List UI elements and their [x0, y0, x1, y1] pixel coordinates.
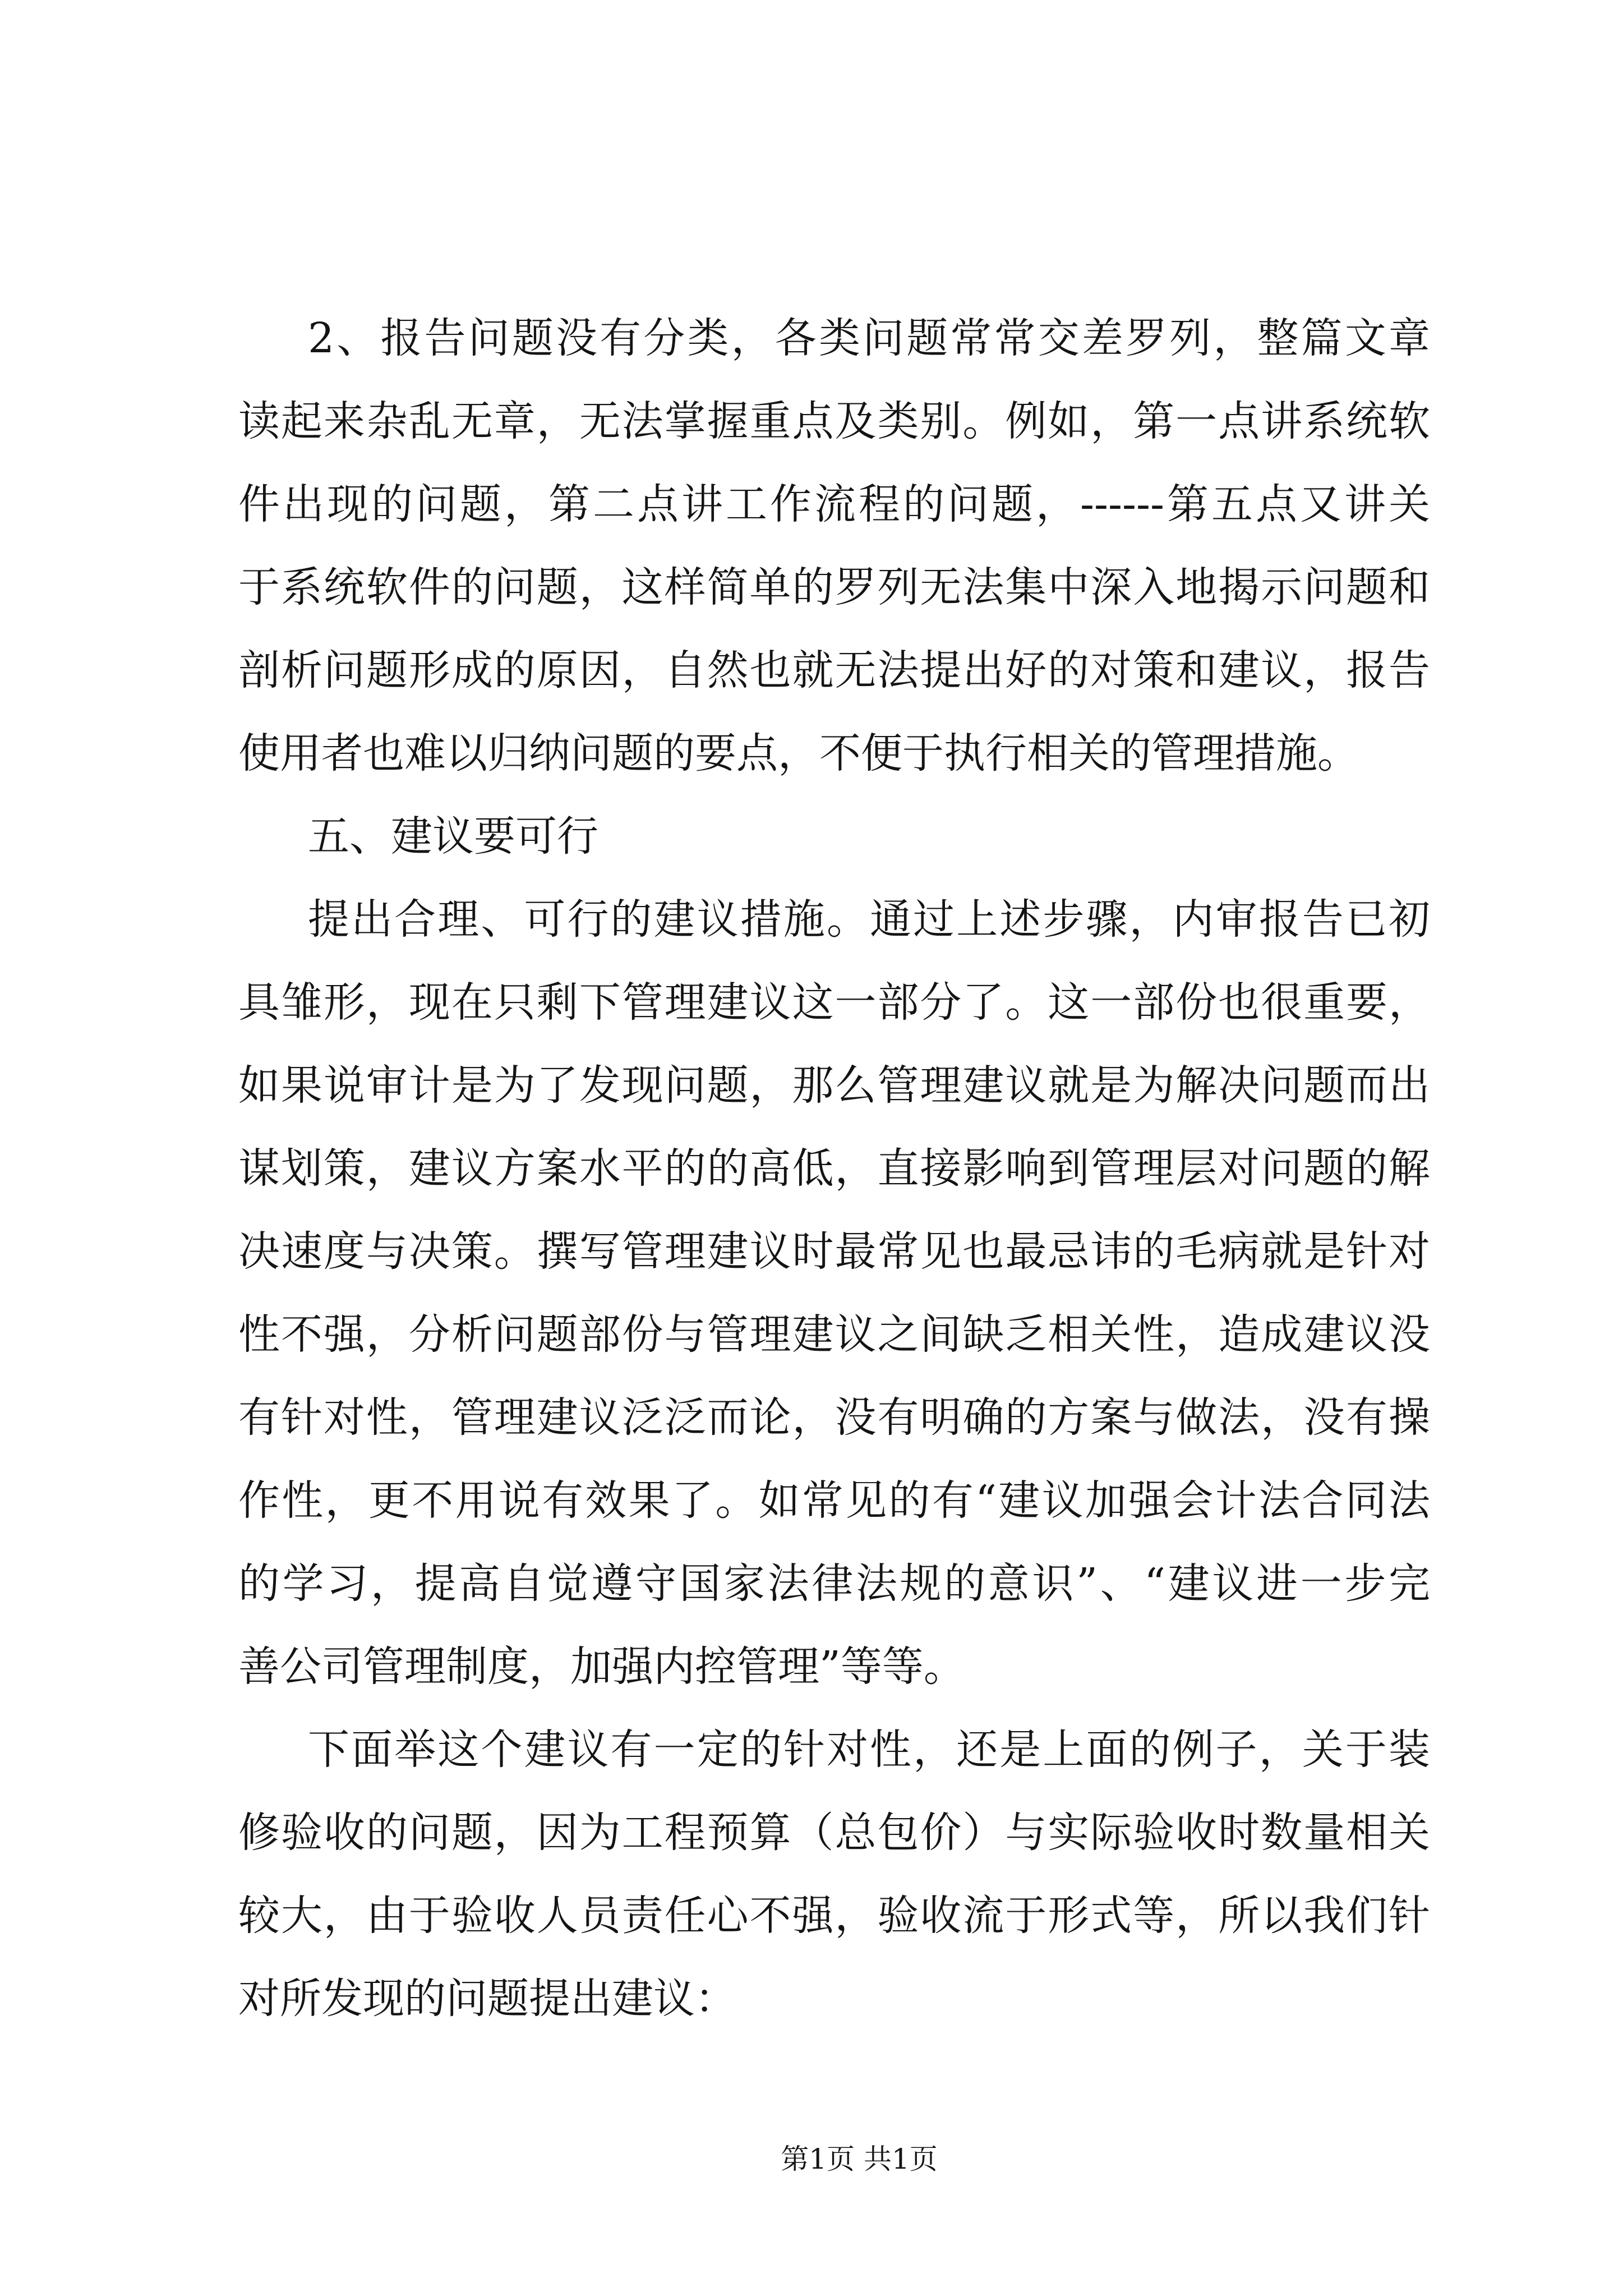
heading-line: 五、建议要可行 [308, 812, 598, 861]
text-line: 对所发现的问题提出建议： [238, 1975, 736, 2023]
text-line: 具雏形，现在只剩下管理建议这一部分了。这一部份也很重要， [238, 978, 1430, 1027]
text-line: 下面举这个建议有一定的针对性，还是上面的例子，关于装 [308, 1726, 1430, 1774]
text-line: 剖析问题形成的原因，自然也就无法提出好的对策和建议，报告 [238, 646, 1430, 694]
text-line: 使用者也难以归纳问题的要点，不便于执行相关的管理措施。 [238, 729, 1359, 777]
text-line: 读起来杂乱无章，无法掌握重点及类别。例如，第一点讲系统软 [238, 397, 1430, 445]
paragraph-report-issues [238, 297, 1430, 795]
text-line: 善公司管理制度，加强内控管理”等等。 [238, 1642, 965, 1691]
text-line: 有针对性，管理建议泛泛而论，没有明确的方案与做法，没有操 [238, 1393, 1430, 1442]
text-line: 作性，更不用说有效果了。如常见的有“建议加强会计法合同法 [238, 1476, 1430, 1525]
page-number-footer: 第1页 共1页 [781, 2143, 938, 2175]
text-line: 性不强，分析问题部份与管理建议之间缺乏相关性，造成建议没 [238, 1310, 1430, 1359]
text-line: 决速度与决策。撰写管理建议时最常见也最忌讳的毛病就是针对 [238, 1227, 1430, 1276]
text-line: 如果说审计是为了发现问题，那么管理建议就是为解决问题而出 [238, 1061, 1430, 1110]
section-heading [238, 795, 1430, 878]
paragraph-recommendations [238, 878, 1430, 1708]
text-line: 件出现的问题，第二点讲工作流程的问题，------第五点又讲关 [238, 480, 1430, 528]
text-line: 修验收的问题，因为工程预算（总包价）与实际验收时数量相关 [238, 1809, 1430, 1857]
text-line: 2、报告问题没有分类，各类问题常常交差罗列，整篇文章 [308, 314, 1430, 362]
body-text [238, 297, 1430, 2040]
text-line: 谋划策，建议方案水平的的高低，直接影响到管理层对问题的解 [238, 1144, 1430, 1193]
text-line: 的学习，提高自觉遵守国家法律法规的意识”、“建议进一步完 [238, 1559, 1430, 1608]
text-line: 较大，由于验收人员责任心不强，验收流于形式等，所以我们针 [238, 1892, 1430, 1940]
text-line: 提出合理、可行的建议措施。通过上述步骤，内审报告已初 [308, 895, 1430, 944]
paragraph-example [238, 1708, 1430, 2040]
text-line: 于系统软件的问题，这样简单的罗列无法集中深入地揭示问题和 [238, 563, 1430, 611]
